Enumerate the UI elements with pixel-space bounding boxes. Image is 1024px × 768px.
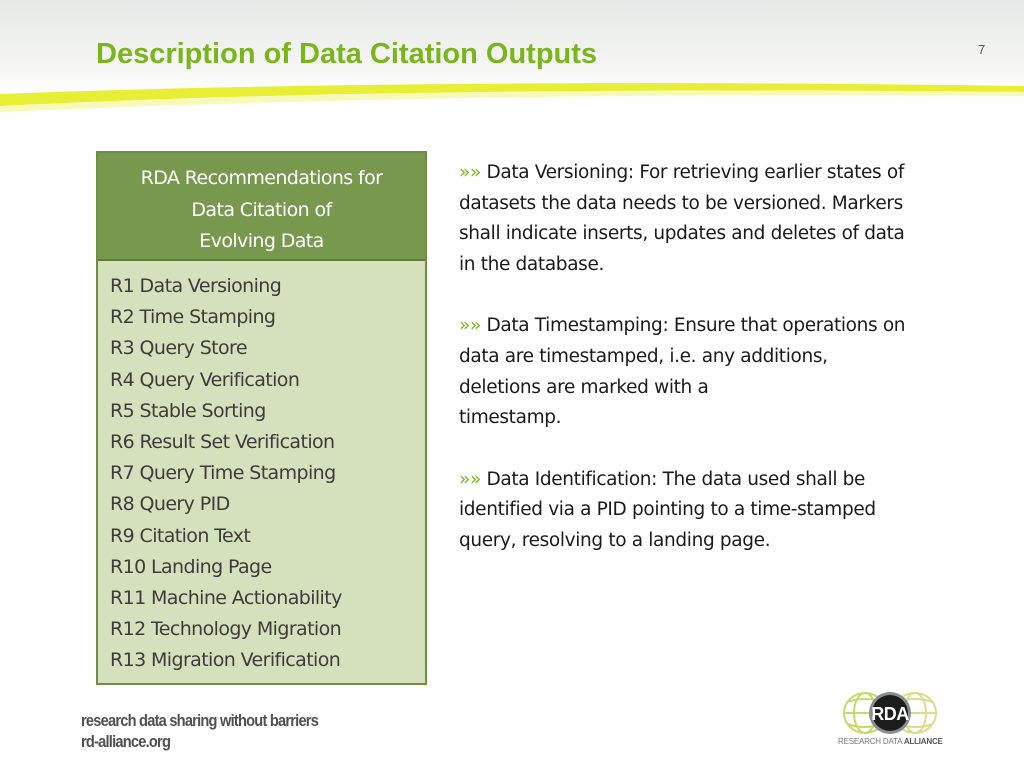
bullet-text: Data Identification: The data used shall be	[480, 468, 866, 490]
bullet-line: data are timestamped, i.e. any additions,	[459, 346, 828, 368]
recommendation-item: R10 Landing Page	[110, 555, 272, 578]
recommendations-header	[98, 153, 425, 261]
recommendation-item: R11 Machine Actionability	[110, 587, 342, 610]
bullet-line: in the database.	[459, 254, 605, 276]
bullet-text: Data Versioning: For retrieving earlier states of	[480, 162, 904, 183]
recommendations-header-line: Evolving Data	[199, 230, 324, 252]
recommendations-header-line: RDA Recommendations for	[140, 167, 383, 189]
bullet-line	[459, 158, 989, 189]
bullet-data-timestamping	[459, 311, 989, 434]
bullet-marker-icon: »»	[459, 468, 481, 490]
recommendation-item: R2 Time Stamping	[110, 306, 276, 329]
recommendation-item: R12 Technology Migration	[110, 618, 342, 641]
footer-tagline-text: research data sharing without barriers	[81, 711, 319, 730]
bullet-line: query, resolving to a landing page.	[459, 530, 771, 552]
recommendations-header-line: Data Citation of	[191, 198, 332, 221]
recommendation-item: R6 Result Set Verification	[110, 431, 335, 454]
recommendation-item: R3 Query Store	[110, 337, 247, 360]
logo-text: RDA	[871, 704, 909, 724]
bullet-line: identified via a PID pointing to a time-stamped	[459, 499, 876, 521]
recommendation-item: R9 Citation Text	[110, 524, 251, 547]
logo-subtitle-emphasis: ALLIANCE	[903, 737, 943, 746]
recommendation-item: R8 Query PID	[110, 493, 230, 516]
bullet-line	[459, 465, 989, 496]
recommendations-list	[98, 261, 425, 677]
bullet-line: shall indicate inserts, updates and deletes of data	[459, 223, 905, 245]
rda-globe-icon	[838, 690, 942, 738]
logo-subtitle	[838, 737, 942, 746]
recommendation-item: R7 Query Time Stamping	[110, 462, 336, 485]
bullet-marker-icon: »»	[459, 315, 481, 337]
content-area	[459, 158, 989, 587]
bullet-marker-icon: »»	[459, 162, 481, 183]
bullet-line: deletions are marked with a	[459, 376, 709, 398]
rda-logo	[838, 690, 942, 754]
recommendation-item: R4 Query Verification	[110, 368, 300, 391]
bullet-line: timestamp.	[459, 407, 562, 429]
bullet-text: Data Timestamping: Ensure that operations on	[480, 315, 906, 337]
footer-tagline	[81, 710, 357, 752]
recommendation-item: R1 Data Versioning	[110, 275, 282, 297]
bullet-data-versioning	[459, 158, 989, 281]
logo-subtitle-prefix: RESEARCH DATA	[838, 737, 904, 746]
recommendation-item: R5 Stable Sorting	[110, 399, 266, 422]
slide-title: Description of Data Citation Outputs	[96, 38, 598, 70]
recommendations-box	[96, 151, 427, 685]
recommendation-item: R13 Migration Verification	[110, 649, 341, 672]
bullet-data-identification	[459, 465, 989, 557]
page-number: 7	[978, 42, 986, 57]
bullet-line	[459, 311, 989, 342]
bullet-line: datasets the data needs to be versioned. Markers	[459, 192, 903, 214]
footer-url[interactable]: rd-alliance.org	[81, 732, 171, 751]
